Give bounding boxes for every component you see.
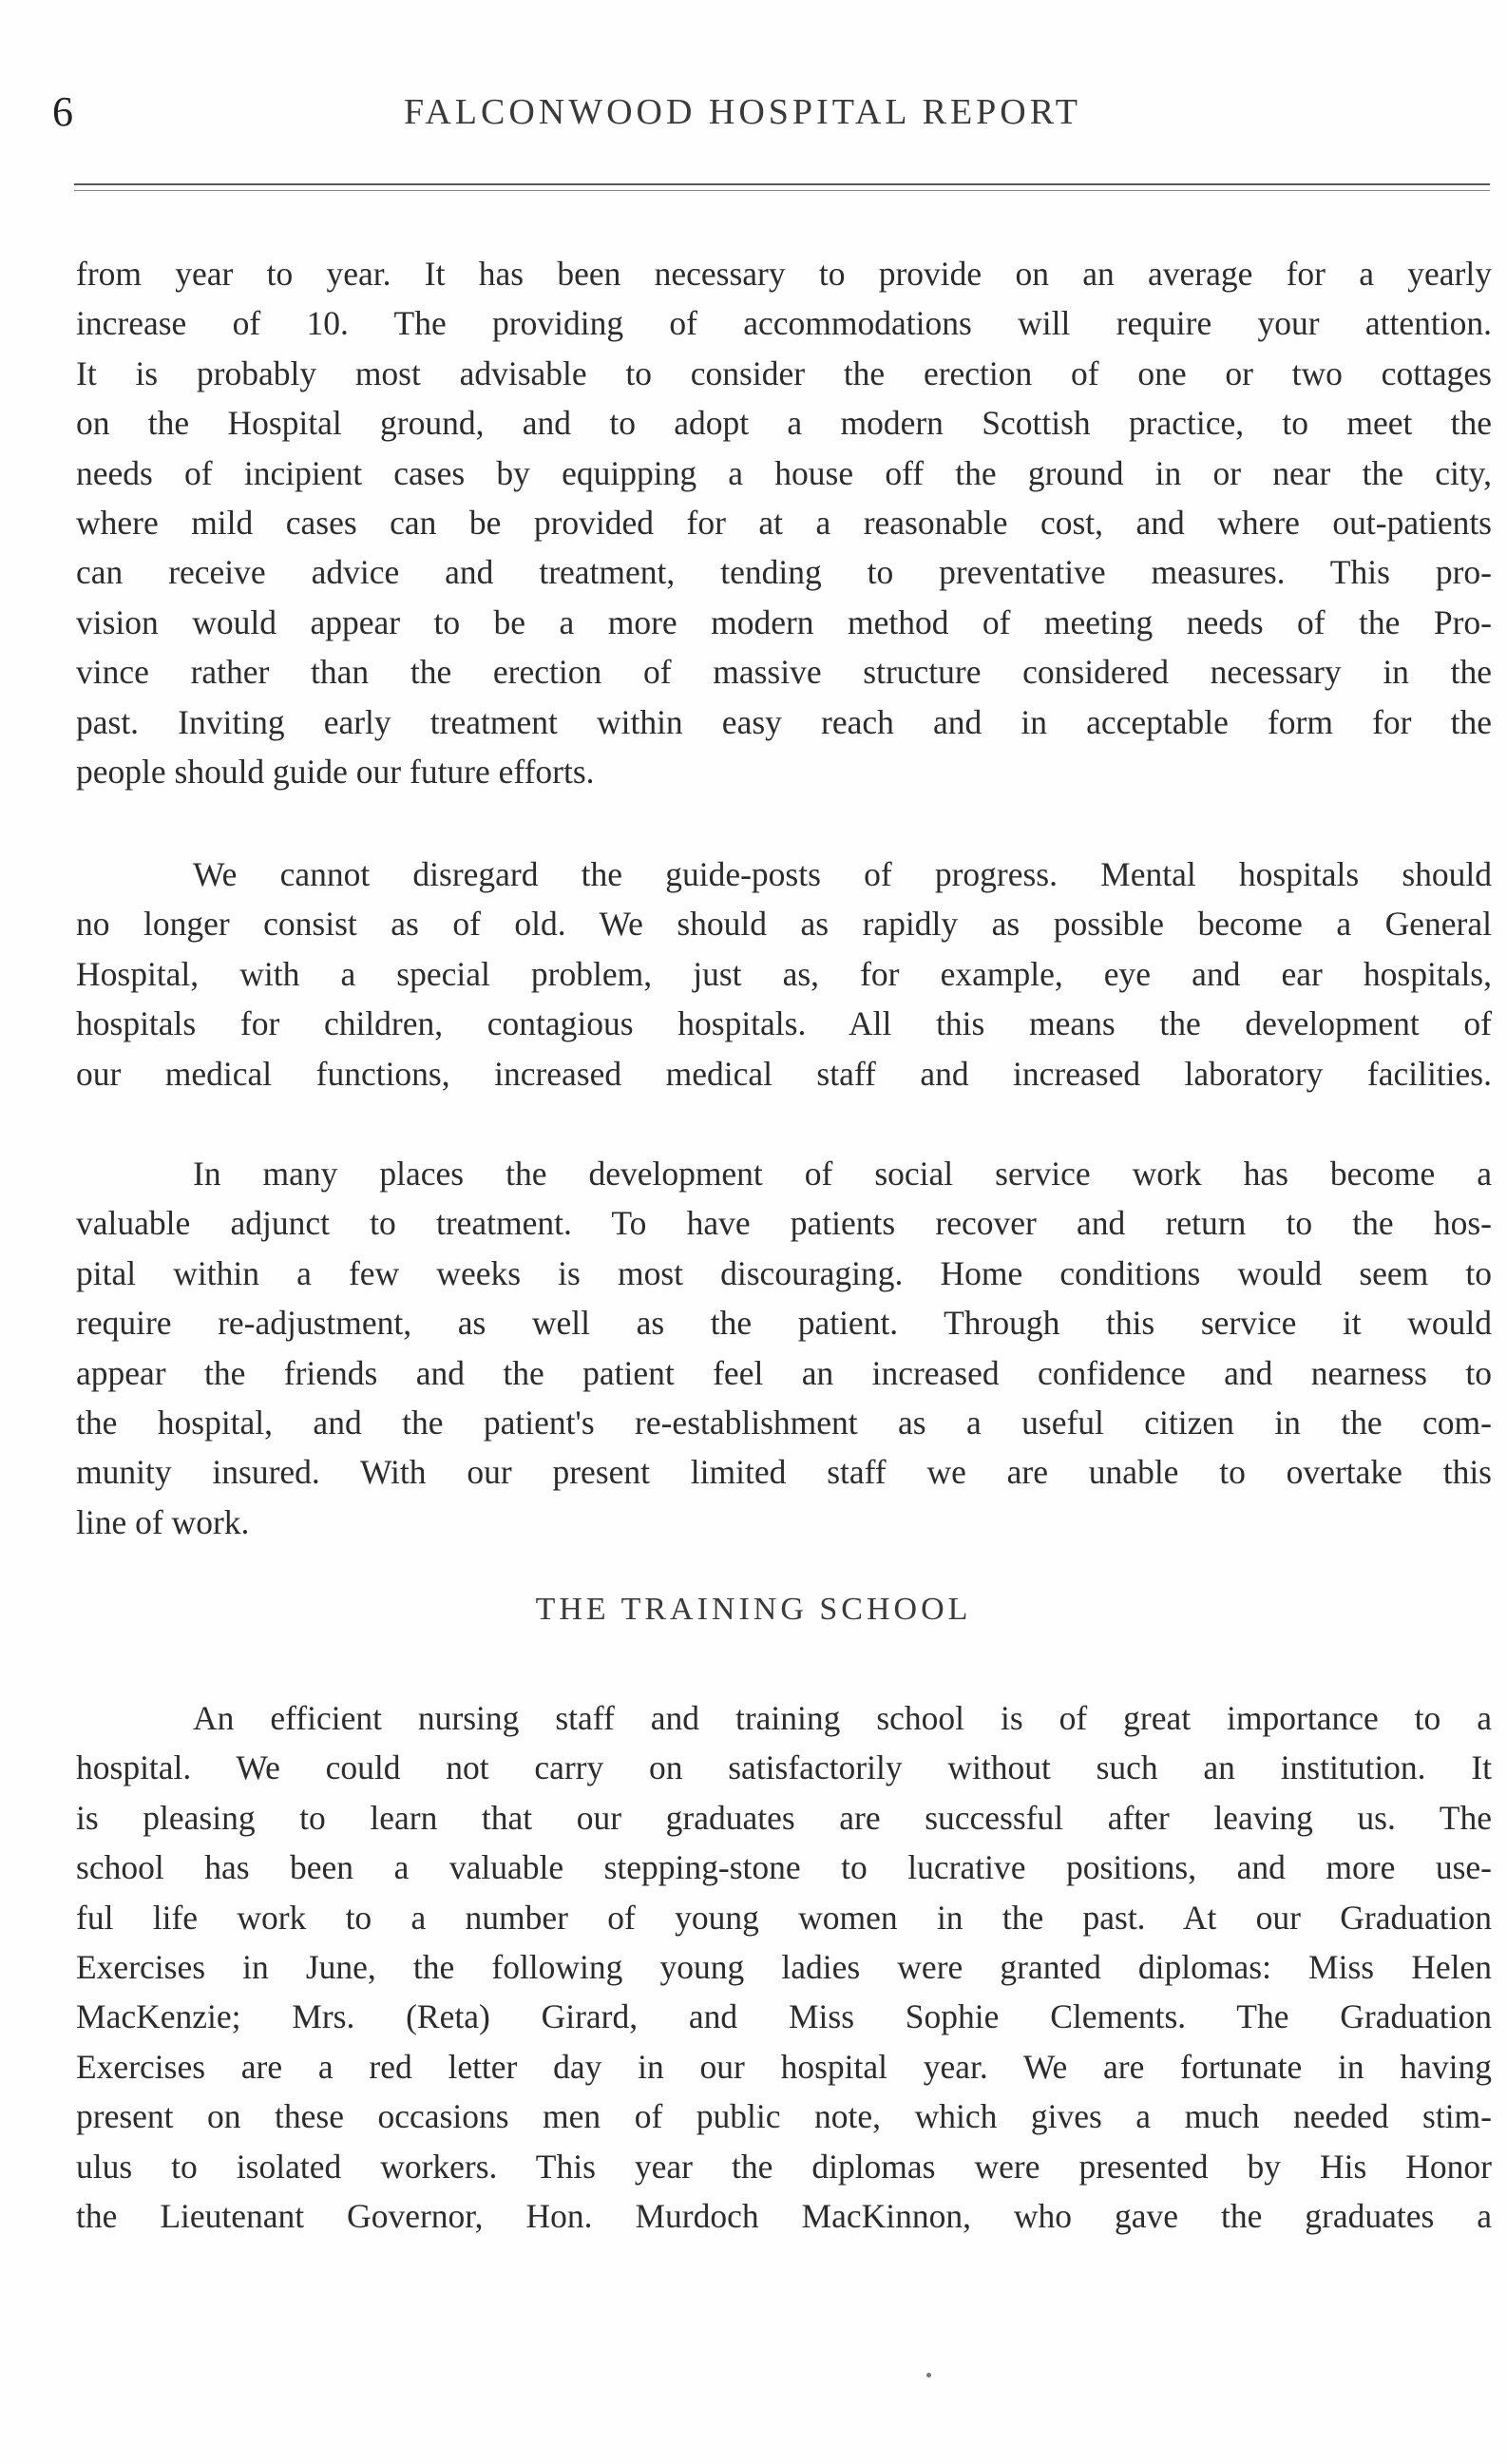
text-line: We cannot disregard the guide-posts of progress. Mental hospitals should xyxy=(193,855,1492,893)
text-line: can receive advice and treatment, tending to preventative measures. This pro- xyxy=(76,553,1492,592)
page-number: 6 xyxy=(52,88,73,135)
text-line: the Lieutenant Governor, Hon. Murdoch MacKinnon, who gave the graduates a xyxy=(76,2197,1492,2236)
text-line: pital within a few weeks is most discouraging. Home conditions would seem to xyxy=(76,1253,1492,1292)
text-line: In many places the development of social service work has become a xyxy=(193,1155,1492,1193)
text-line: on the Hospital ground, and to adopt a modern Scottish practice, to meet the xyxy=(76,404,1492,443)
text-line: school has been a valuable stepping-stone to lucrative positions, and more use- xyxy=(76,1848,1492,1887)
text-line: line of work. xyxy=(76,1502,250,1541)
paragraph-accommodations xyxy=(76,249,1492,796)
text-line: require re-adjustment, as well as the patient. Through this service it would xyxy=(76,1304,1492,1343)
text-line: where mild cases can be provided for at a reasonable cost, and where out-patients xyxy=(76,504,1492,543)
text-line: vision would appear to be a more modern method of meeting needs of the Pro- xyxy=(76,602,1492,641)
text-line: no longer consist as of old. We should as rapidly as possible become a General xyxy=(76,905,1492,944)
text-line: the hospital, and the patient's re-establishment as a useful citizen in the com- xyxy=(76,1404,1492,1442)
header-rule xyxy=(74,183,1490,185)
text-line: increase of 10. The providing of accommodations will require your attention. xyxy=(76,304,1492,343)
text-line: Exercises are a red letter day in our hospital year. We are fortunate in having xyxy=(76,2047,1492,2086)
paragraph-training-school xyxy=(76,1693,1492,2241)
text-line: vince rather than the erection of massive structure considered necessary in the xyxy=(76,653,1492,692)
text-line: people should guide our future efforts. xyxy=(76,753,595,792)
text-line: appear the friends and the patient feel an increased confidence and nearness to xyxy=(76,1353,1492,1392)
text-line: our medical functions, increased medical staff and increased laboratory facilities. xyxy=(76,1054,1492,1093)
text-line: hospitals for children, contagious hospitals. All this means the development of xyxy=(76,1004,1492,1043)
section-heading: THE TRAINING SCHOOL xyxy=(535,1592,972,1627)
running-head xyxy=(52,87,1459,141)
text-line: ulus to isolated workers. This year the diplomas were presented by His Honor xyxy=(76,2147,1492,2186)
text-line: ful life work to a number of young women in the past. At our Graduation xyxy=(76,1898,1492,1937)
text-line: from year to year. It has been necessary to provide on an average for a yearly xyxy=(76,255,1492,293)
print-speck xyxy=(926,2373,931,2378)
text-line: An efficient nursing staff and training school is of great importance to a xyxy=(193,1699,1492,1737)
text-line: Hospital, with a special problem, just as, for example, eye and ear hospitals, xyxy=(76,954,1492,993)
text-line: hospital. We could not carry on satisfactorily without such an institution. It xyxy=(76,1748,1492,1787)
text-line: past. Inviting early treatment within easy reach and in acceptable form for the xyxy=(76,702,1492,741)
text-line: needs of incipient cases by equipping a house off the ground in or near the city, xyxy=(76,453,1492,492)
text-line: is pleasing to learn that our graduates are successful after leaving us. The xyxy=(76,1798,1492,1837)
text-line: Exercises in June, the following young ladies were granted diplomas: Miss Helen xyxy=(76,1948,1492,1987)
text-line: present on these occasions men of public note, which gives a much needed stim- xyxy=(76,2097,1492,2136)
header-rule-thin xyxy=(74,190,1490,191)
text-line: munity insured. With our present limited staff we are unable to overtake this xyxy=(76,1453,1492,1492)
paragraph-social-service xyxy=(76,1149,1492,1547)
report-title: FALCONWOOD HOSPITAL REPORT xyxy=(404,92,1082,132)
text-line: It is probably most advisable to consider the erection of one or two cottages xyxy=(76,353,1492,392)
text-line: MacKenzie; Mrs. (Reta) Girard, and Miss Sophie Clements. The Graduation xyxy=(76,1997,1492,2036)
paragraph-progress xyxy=(76,850,1492,1098)
text-line: valuable adjunct to treatment. To have patients recover and return to the hos- xyxy=(76,1204,1492,1243)
